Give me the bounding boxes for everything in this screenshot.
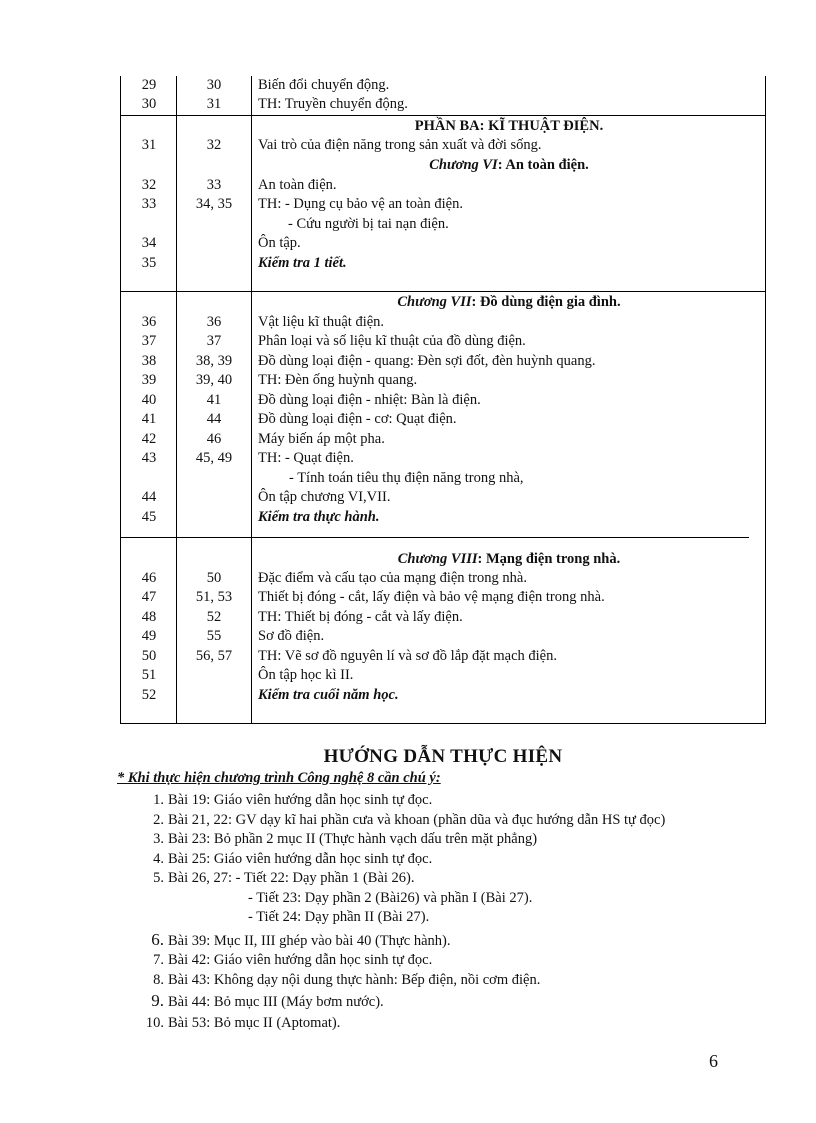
chapter-label: Chương VI	[429, 157, 498, 173]
table-row	[121, 332, 767, 351]
content-cell: Kiểm tra cuối năm học.	[258, 687, 399, 703]
period-cell: 50	[206, 570, 222, 586]
chapter-title: : Đồ dùng điện gia đình.	[471, 294, 621, 310]
content-cell: Vật liệu kĩ thuật điện.	[258, 314, 385, 330]
week-cell: 39	[141, 372, 157, 388]
content-cell: Vai trò của điện năng trong sản xuất và đời sống.	[258, 137, 542, 153]
list-number: 10.	[145, 1015, 164, 1031]
row-divider	[121, 537, 749, 538]
week-cell: 52	[141, 687, 157, 703]
page-number: 6	[709, 1051, 718, 1071]
period-cell: 36	[206, 314, 222, 330]
period-cell: 44	[206, 411, 222, 427]
row-divider	[121, 115, 765, 116]
row-divider	[121, 291, 765, 292]
content-cell: Máy biến áp một pha.	[258, 431, 385, 447]
period-cell: 37	[206, 333, 222, 349]
chapter-title: : An toàn điện.	[497, 157, 589, 173]
list-item	[130, 868, 415, 888]
list-text: Bài 39: Mục II, III ghép vào bài 40 (Thực hành).	[168, 933, 451, 949]
period-cell: 41	[206, 392, 222, 408]
table-row	[121, 254, 767, 273]
table-row	[121, 647, 767, 666]
list-item	[130, 991, 384, 1011]
week-cell: 36	[141, 314, 157, 330]
schedule-table	[120, 76, 766, 724]
week-cell: 46	[141, 570, 157, 586]
content-cell: - Tính toán tiêu thụ điện năng trong nhà,	[289, 470, 524, 486]
table-row	[121, 569, 767, 588]
week-cell: 49	[141, 628, 157, 644]
week-cell: 47	[141, 589, 157, 605]
week-cell: 44	[141, 489, 157, 505]
table-row	[121, 666, 767, 685]
period-cell: 34, 35	[195, 196, 233, 212]
list-number: 1.	[153, 792, 164, 808]
chapter-heading	[251, 550, 767, 569]
list-number: 6.	[151, 930, 164, 949]
content-cell: Đồ dùng loại điện - cơ: Quạt điện.	[258, 411, 457, 427]
table-row	[121, 608, 767, 627]
list-text: Bài 43: Không dạy nội dung thực hành: Bếp điện, nồi cơm điện.	[168, 972, 541, 988]
list-text: Bài 44: Bỏ mục III (Máy bơm nước).	[168, 994, 384, 1010]
list-item	[130, 930, 450, 950]
guide-note: * Khi thực hiện chương trình Công nghệ 8 cần chú ý:	[117, 770, 441, 786]
list-item	[130, 810, 665, 830]
chapter-label: Chương VII	[397, 294, 472, 310]
week-cell: 31	[141, 137, 157, 153]
table-row	[121, 488, 767, 507]
week-cell: 30	[141, 96, 157, 112]
table-row	[121, 410, 767, 429]
table-row	[121, 95, 767, 114]
week-cell: 40	[141, 392, 157, 408]
table-row	[121, 469, 767, 488]
list-subitem: - Tiết 24: Dạy phần II (Bài 27).	[248, 909, 430, 925]
table-row	[121, 371, 767, 390]
content-cell: Phân loại và số liệu kĩ thuật của đồ dùng điện.	[258, 333, 526, 349]
week-cell: 43	[141, 450, 157, 466]
content-cell: Biến đổi chuyển động.	[258, 77, 390, 93]
week-cell: 38	[141, 353, 157, 369]
content-cell: Ôn tập.	[258, 235, 301, 251]
content-cell: Đồ dùng loại điện - nhiệt: Bàn là điện.	[258, 392, 481, 408]
period-cell: 30	[206, 77, 222, 93]
week-cell: 42	[141, 431, 157, 447]
table-row	[121, 430, 767, 449]
period-cell: 46	[206, 431, 222, 447]
table-row	[121, 76, 767, 95]
content-cell: Ôn tập học kì II.	[258, 667, 354, 683]
list-number: 5.	[153, 870, 164, 886]
list-number: 3.	[153, 831, 164, 847]
table-row	[121, 449, 767, 468]
list-number: 2.	[153, 812, 164, 828]
period-cell: 45, 49	[195, 450, 233, 466]
content-cell: TH: Thiết bị đóng - cắt và lấy điện.	[258, 609, 463, 625]
chapter-title: : Mạng điện trong nhà.	[477, 551, 621, 567]
table-row	[121, 234, 767, 253]
list-text: Bài 26, 27: - Tiết 22: Dạy phần 1 (Bài 26).	[168, 870, 415, 886]
week-cell: 29	[141, 77, 157, 93]
period-cell: 52	[206, 609, 222, 625]
period-cell: 55	[206, 628, 222, 644]
table-row	[121, 391, 767, 410]
table-row	[121, 508, 767, 527]
period-cell: 38, 39	[195, 353, 233, 369]
content-cell: TH: - Dụng cụ bảo vệ an toàn điện.	[258, 196, 463, 212]
list-text: Bài 53: Bỏ mục II (Aptomat).	[168, 1015, 341, 1031]
content-cell: Kiểm tra 1 tiết.	[258, 255, 347, 271]
period-cell: 39, 40	[195, 372, 233, 388]
table-row	[121, 195, 767, 214]
content-cell: Sơ đồ điện.	[258, 628, 325, 644]
table-row	[121, 176, 767, 195]
week-cell: 51	[141, 667, 157, 683]
week-cell: 48	[141, 609, 157, 625]
content-cell: An toàn điện.	[258, 177, 337, 193]
list-item	[130, 790, 432, 810]
table-row	[121, 352, 767, 371]
content-cell: TH: Đèn ống huỳnh quang.	[258, 372, 418, 388]
period-cell: 32	[206, 137, 222, 153]
content-cell: Thiết bị đóng - cắt, lấy điện và bảo vệ mạng điện trong nhà.	[258, 589, 605, 605]
content-cell: TH: - Quạt điện.	[258, 450, 354, 466]
list-text: Bài 23: Bỏ phần 2 mục II (Thực hành vạch dấu trên mặt phẳng)	[168, 831, 538, 847]
list-item	[130, 1013, 340, 1033]
table-row	[121, 588, 767, 607]
list-item	[130, 950, 432, 970]
list-item	[130, 849, 432, 869]
content-cell: - Cứu người bị tai nạn điện.	[288, 216, 449, 232]
list-text: Bài 21, 22: GV dạy kĩ hai phần cưa và khoan (phần dũa và đục hướng dẫn HS tự đọc)	[168, 812, 666, 828]
table-row	[121, 313, 767, 332]
week-cell: 41	[141, 411, 157, 427]
table-row	[121, 215, 767, 234]
list-text: Bài 25: Giáo viên hướng dẫn học sinh tự đọc.	[168, 851, 433, 867]
table-row	[121, 136, 767, 155]
list-subitem: - Tiết 23: Dạy phần 2 (Bài26) và phần I (Bài 27).	[248, 890, 533, 906]
list-number: 4.	[153, 851, 164, 867]
week-cell: 34	[141, 235, 157, 251]
week-cell: 32	[141, 177, 157, 193]
period-cell: 31	[206, 96, 222, 112]
period-cell: 33	[206, 177, 222, 193]
week-cell: 50	[141, 648, 157, 664]
week-cell: 33	[141, 196, 157, 212]
chapter-heading	[251, 293, 767, 312]
content-cell: TH: Vẽ sơ đồ nguyên lí và sơ đồ lắp đặt mạch điện.	[258, 648, 557, 664]
chapter-heading	[251, 156, 767, 175]
list-text: Bài 19: Giáo viên hướng dẫn học sinh tự đọc.	[168, 792, 433, 808]
content-cell: Ôn tập chương VI,VII.	[258, 489, 391, 505]
chapter-label: Chương VIII	[397, 551, 478, 567]
list-number: 7.	[153, 952, 164, 968]
week-cell: 45	[141, 509, 157, 525]
part-heading: PHẦN BA: KĨ THUẬT ĐIỆN.	[414, 118, 604, 134]
period-cell: 51, 53	[195, 589, 233, 605]
content-cell: Kiểm tra thực hành.	[258, 509, 380, 525]
list-item	[130, 829, 537, 849]
table-row	[121, 627, 767, 646]
table-row	[121, 686, 767, 705]
list-item	[130, 970, 540, 990]
week-cell: 35	[141, 255, 157, 271]
guide-title: HƯỚNG DẪN THỰC HIỆN	[323, 746, 563, 767]
list-text: Bài 42: Giáo viên hướng dẫn học sinh tự đọc.	[168, 952, 433, 968]
week-cell: 37	[141, 333, 157, 349]
content-cell: Đặc điểm và cấu tạo của mạng điện trong nhà.	[258, 570, 527, 586]
list-number: 9.	[151, 991, 164, 1010]
content-cell: TH: Truyền chuyển động.	[258, 96, 408, 112]
period-cell: 56, 57	[195, 648, 233, 664]
content-cell: Đồ dùng loại điện - quang: Đèn sợi đốt, đèn huỳnh quang.	[258, 353, 596, 369]
list-number: 8.	[153, 972, 164, 988]
